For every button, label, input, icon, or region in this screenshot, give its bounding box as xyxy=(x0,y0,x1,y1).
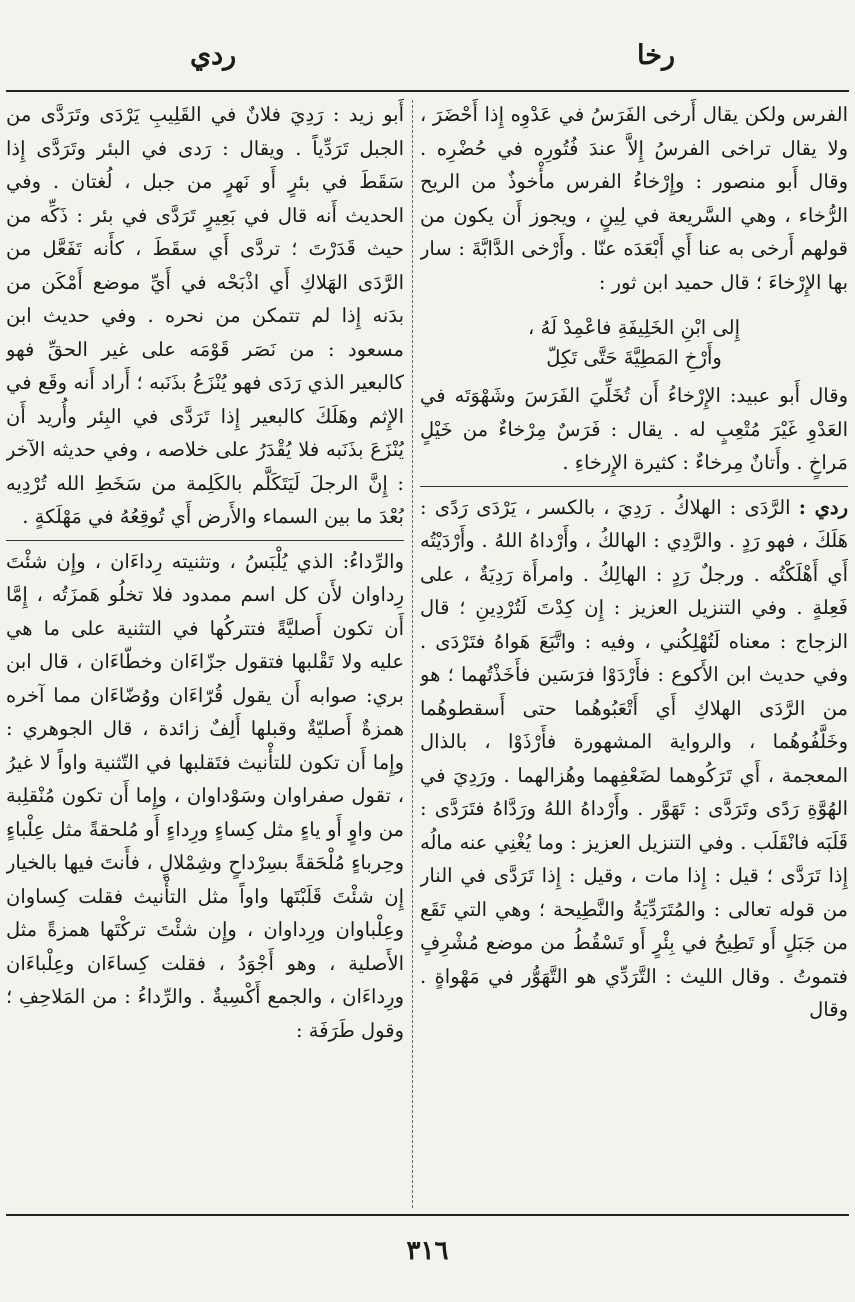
entry-separator xyxy=(420,486,848,487)
right-column xyxy=(420,98,848,1210)
top-rule xyxy=(6,90,849,92)
header-word-left: ردي xyxy=(190,40,237,71)
paragraph: الفرس ولكن يقال أَرخى الفَرَسُ في عَدْوِه إِذا أَحْضَرَ ، ولا يقال تراخى الفرسُ إِلاَّ عندَ فُتُورِه في حُضْرِه . وقال أَبو منصور : وإِرْخاءُ الفرس مأْخوذٌ من الريح الرُّخاء ، وهي السَّريعة في لِينٍ ، ويجوز أَن يكون من قولهم أَرخى به عنا أَي أَبْعَدَه عنّا . وأَرْخى الدَّابَّةَ : سار بها الإِرْخاءَ ؛ قال حميد ابن ثور : xyxy=(420,103,848,294)
poem-line: إِلى ابْنِ الخَلِيفَةِ فاعْمِدْ لَهُ ، xyxy=(528,316,740,339)
left-column xyxy=(6,98,404,1210)
paragraph: والرِّداءُ: الذي يُلْبَسُ ، وتثنيته رِداءَان ، وإِن شئْتَ رِداوان لأَن كل اسم ممدود فلا تخلُو هَمزَتُه ، إِمَّا أَن تكون أَصليَّةً فتتركُها في التثنية على ما هي عليه ولا تَقْلبها فتقول جزّاءَان وخطّاءَان ، قال ابن بري: صوابه أَن يقول قُرّاءَان ووُضّاءَان مما آخره همزةٌ أَصليّةٌ وقبلها أَلِفٌ زائدة ، قال الجوهري : وإِما أَن تكون للتأْنيث فتَقلبها في التّثنية واواً لا غيرُ ، تقول صفراوان وسَوْداوان ، وإِما أَن تكون مُنْقلِبة من واوٍ أَو ياءٍ مثل كِساءٍ ورِداءٍ أَو مُلحقةً مثل عِلْباءٍ وحِرباءٍ مُلْحَقةً بسِرْداحٍ وشِمْلالٍ ، فأَنتَ فيها بالخيار إِن شئْتَ قَلَبْتَها واواً مثل التأْنيث فقلت كِساوان وعِلْباوان ورِداوان ، وإِن شئْتَ تركْتَها همزةً مثل الأَصلية ، وهو أَجْوَدُ ، فقلت كِساءَان وعِلْباءَان ورِداءَان ، والجمع أَكْسِيةٌ . والرِّداءُ : من المَلاحِفِ ؛ وقول طَرَفَة : xyxy=(6,549,404,1042)
header-word-right: رخا xyxy=(637,40,675,71)
poem-line: وأَرْخِ المَطِيَّةَ حَتَّى تَكِلّ xyxy=(546,346,722,369)
paragraph: أَبو زيد : رَدِيَ فلانٌ في القَلِيبِ يَرْدَى وتَرَدَّى من الجبل تَرَدِّياً . ويقال : رَدى في البئر وتَرَدَّى إِذا سَقَطَ في بئرٍ أَو نَهرٍ من جبل ، لُغتان . وفي الحديث أَنه قال في بَعِيرٍ تَرَدَّى في بئر : ذَكِّه من حيث قَدَرْتَ ؛ تردَّى أَي سقَطَ ، كأَنه تَفَعَّل من الرَّدَى الهَلاكِ أَي اذْبَحْه في أَيِّ موضع أَمْكَن من بدَنه إِذا لم تتمكن من نحره . وفي حديث ابن مسعود : من نَصَر قَوْمَه على غير الحقِّ فهو كالبعير الذي رَدَى فهو يُنْزَعُ بذَنَبه ؛ أَراد أَنه وقَع في الإِثم وهَلَكَ كالبعير إِذا تَرَدَّى في البِئر وأُريد أَن يُنْزَعَ بذَنَبه فلا يُقْدَرُ على خلاصه ، وفي حديثه الآخر : إِنَّ الرجلَ لَيَتَكَلَّم بالكَلِمة من سَخَطِ الله تُرْدِيه بُعْدَ ما بين السماء والأَرض أَي تُوقِعُهُ في مَهْلَكةٍ . xyxy=(6,103,404,528)
entry-text: الرَّدَى : الهلاكُ . رَدِيَ ، بالكسر ، يَرْدَى رَدًى : هَلَكَ ، فهو رَدٍ . والرَّدِي : الهالكُ ، وأَرْداهُ اللهُ . وأَرْدَيْتُه أَي أَهْلَكْتُه . ورجلٌ رَدٍ : الهالِكُ . وامرأَة رَدِيَةٌ ، على فَعِلةٍ . وفي التنزيل العزيز : إِن كِدْتَ لَتُرْدِينِ ؛ قال الزجاج : معناه لَتُهْلِكُني ، وفيه : واتَّبَعَ هَواهُ فتَرْدَى . وفي حديث ابن الأَكوع : فأَرْدَوْا فرَسَين فأَخَذْتُهما ؛ هو من الرَّدَى الهلاكِ أَي أَتْعَبُوهُما حتى أَسقطوهُما وخَلَّفُوهُما ، والرواية المشهورة فأَرْذَوْا ، بالذال المعجمة ، أَي تَرَكُوهما لضَعْفِهما وهُزالهما . ورَدِيَ في الهُوَّةِ رَدًى وتَرَدَّى : تَهَوَّر . وأَرْداهُ اللهُ ورَدَّاهُ فتَرَدَّى : قَلَبَه فانْقَلَب . وفي التنزيل العزيز : وما يُغْنِي عنه مالُه إِذا تَرَدَّى ؛ قيل : إِذا مات ، وقيل : إِذا تَرَدَّى في النار من قوله تعالى : والمُتَرَدِّيَةُ والنَّطِيحة ؛ وهي التي تَقَع من جَبَلٍ أَو تَطِيحُ في بِئْرٍ أَو تَسْقُطُ من موضع مُشْرِفٍ فتموتُ . وقال الليث : التَّرَدِّي هو التَّهَوُّر في مَهْواةٍ . وقال xyxy=(420,495,848,1021)
paragraph: وقال أَبو عبيد: الإِرْخاءُ أَن تُخَلِّيَ الفَرَسَ وشَهْوَتَه في العَدْوِ غَيْرَ مُتْعِبٍ له . يقال : فَرَسٌ مِرْخاءٌ من خَيْلٍ مَراخٍ . وأَتانٌ مِرخاءٌ : كثيرة الإِرخاءِ . xyxy=(420,384,848,474)
column-divider xyxy=(412,100,413,1208)
entry-headword: ردي : xyxy=(798,495,848,519)
section-separator xyxy=(6,540,404,541)
poem-verse xyxy=(420,313,848,373)
entry-paragraph xyxy=(420,491,848,1027)
page-number: ٣١٦ xyxy=(406,1236,449,1266)
bottom-rule xyxy=(6,1214,849,1216)
